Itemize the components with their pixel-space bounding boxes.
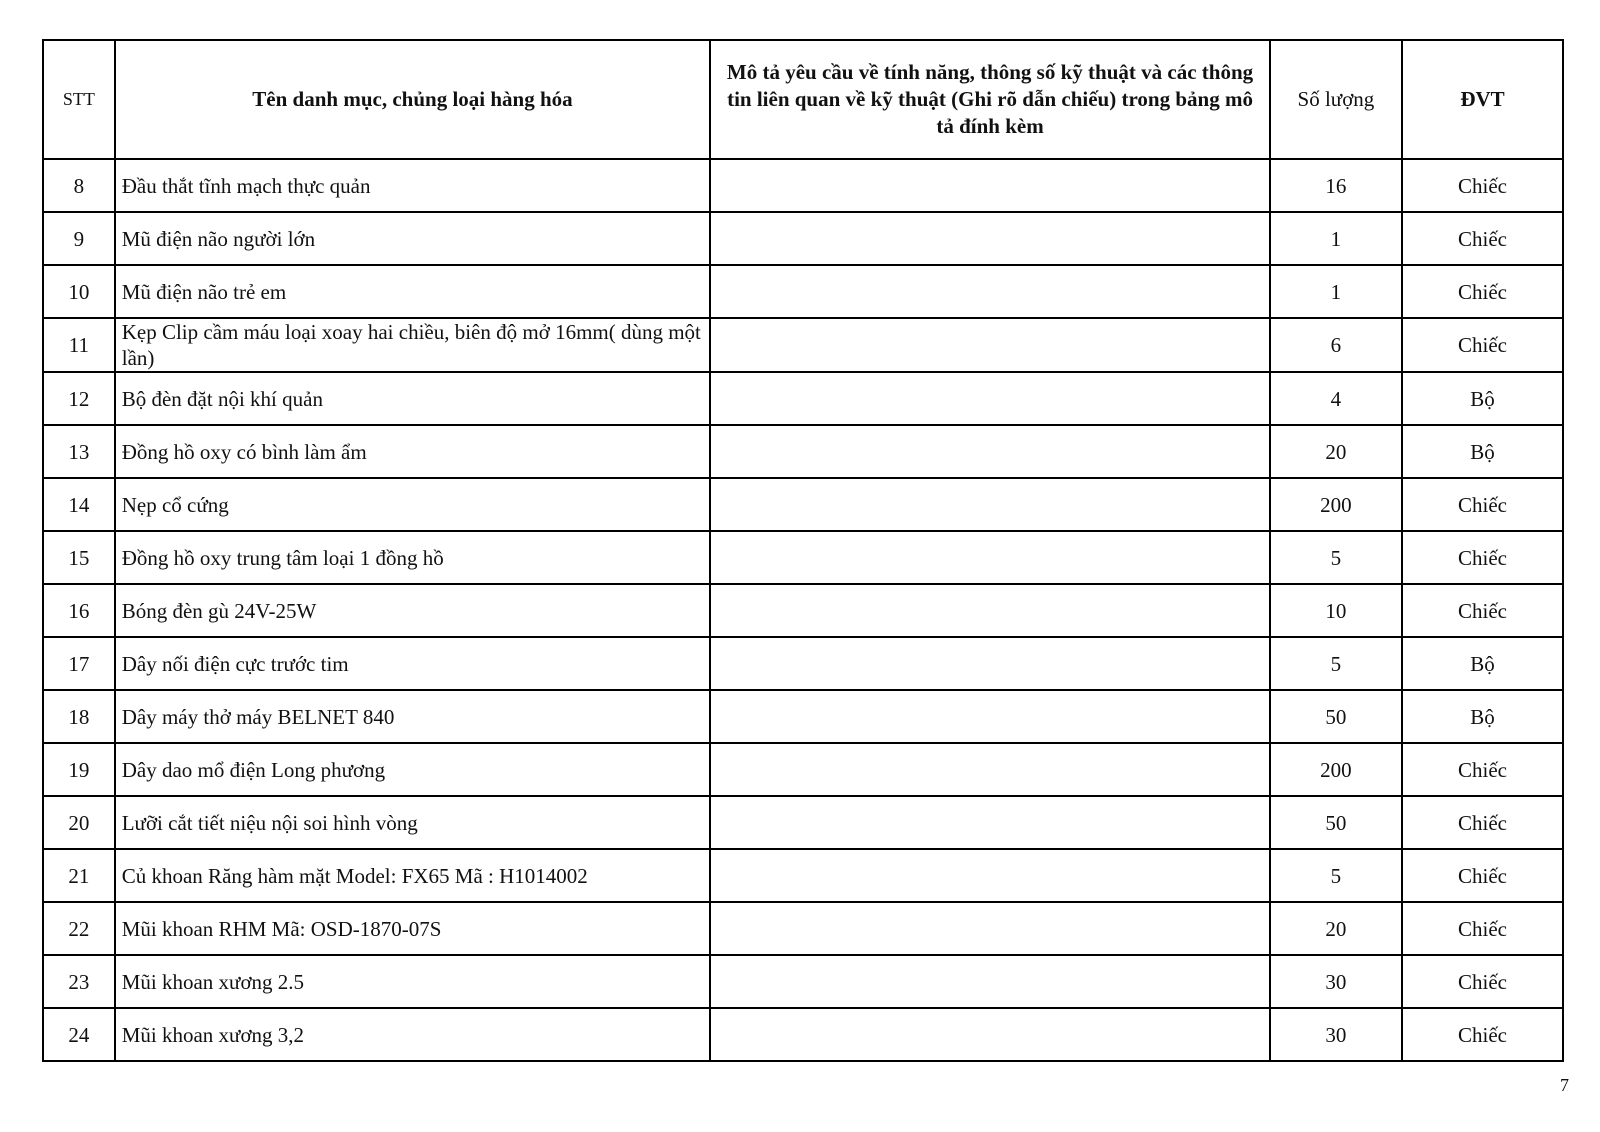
table-row [43, 372, 1563, 425]
row-name: Dây nối điện cực trước tim [115, 637, 710, 690]
row-description [710, 1008, 1270, 1061]
goods-table [42, 39, 1564, 1062]
row-unit: Chiếc [1402, 743, 1563, 796]
row-quantity: 16 [1270, 159, 1402, 212]
row-stt: 24 [43, 1008, 115, 1061]
row-quantity: 4 [1270, 372, 1402, 425]
table-header-row [43, 40, 1563, 159]
row-quantity: 50 [1270, 796, 1402, 849]
row-unit: Chiếc [1402, 265, 1563, 318]
row-stt: 18 [43, 690, 115, 743]
row-stt: 14 [43, 478, 115, 531]
row-quantity: 5 [1270, 531, 1402, 584]
row-description [710, 902, 1270, 955]
row-description [710, 584, 1270, 637]
row-stt: 13 [43, 425, 115, 478]
table-row [43, 265, 1563, 318]
row-quantity: 30 [1270, 955, 1402, 1008]
header-name: Tên danh mục, chủng loại hàng hóa [115, 40, 710, 159]
row-description [710, 743, 1270, 796]
row-description [710, 637, 1270, 690]
row-unit: Bộ [1402, 637, 1563, 690]
row-unit: Chiếc [1402, 318, 1563, 372]
row-description [710, 690, 1270, 743]
row-name: Lưỡi cắt tiết niệu nội soi hình vòng [115, 796, 710, 849]
row-stt: 10 [43, 265, 115, 318]
header-stt: STT [43, 40, 115, 159]
table-row [43, 637, 1563, 690]
row-unit: Chiếc [1402, 849, 1563, 902]
row-stt: 23 [43, 955, 115, 1008]
row-quantity: 200 [1270, 478, 1402, 531]
table-row [43, 796, 1563, 849]
row-name: Đầu thắt tĩnh mạch thực quản [115, 159, 710, 212]
table-body [43, 159, 1563, 1061]
row-quantity: 200 [1270, 743, 1402, 796]
row-description [710, 372, 1270, 425]
row-stt: 8 [43, 159, 115, 212]
row-description [710, 796, 1270, 849]
row-unit: Chiếc [1402, 1008, 1563, 1061]
row-name: Dây dao mổ điện Long phương [115, 743, 710, 796]
table-row [43, 690, 1563, 743]
row-description [710, 212, 1270, 265]
table-row [43, 531, 1563, 584]
row-stt: 17 [43, 637, 115, 690]
row-quantity: 5 [1270, 849, 1402, 902]
row-unit: Chiếc [1402, 478, 1563, 531]
row-quantity: 10 [1270, 584, 1402, 637]
row-name: Đồng hồ oxy trung tâm loại 1 đồng hồ [115, 531, 710, 584]
row-quantity: 1 [1270, 265, 1402, 318]
row-name: Mũi khoan xương 3,2 [115, 1008, 710, 1061]
table-row [43, 212, 1563, 265]
row-description [710, 849, 1270, 902]
row-name: Bóng đèn gù 24V-25W [115, 584, 710, 637]
row-name: Bộ đèn đặt nội khí quản [115, 372, 710, 425]
row-unit: Chiếc [1402, 902, 1563, 955]
table-row [43, 159, 1563, 212]
row-unit: Chiếc [1402, 584, 1563, 637]
row-quantity: 20 [1270, 425, 1402, 478]
table-row [43, 478, 1563, 531]
row-stt: 22 [43, 902, 115, 955]
row-description [710, 318, 1270, 372]
row-name: Mũ điện não trẻ em [115, 265, 710, 318]
row-stt: 21 [43, 849, 115, 902]
row-quantity: 1 [1270, 212, 1402, 265]
row-quantity: 5 [1270, 637, 1402, 690]
row-description [710, 531, 1270, 584]
row-stt: 15 [43, 531, 115, 584]
page-number: 7 [1560, 1075, 1569, 1095]
row-description [710, 955, 1270, 1008]
table-row [43, 318, 1563, 372]
table-row [43, 955, 1563, 1008]
row-name: Mũi khoan RHM Mã: OSD-1870-07S [115, 902, 710, 955]
row-name: Mũi khoan xương 2.5 [115, 955, 710, 1008]
row-name: Nẹp cổ cứng [115, 478, 710, 531]
row-unit: Chiếc [1402, 955, 1563, 1008]
row-unit: Chiếc [1402, 531, 1563, 584]
row-stt: 11 [43, 318, 115, 372]
header-quantity: Số lượng [1270, 40, 1402, 159]
row-unit: Bộ [1402, 690, 1563, 743]
row-name: Đồng hồ oxy có bình làm ẩm [115, 425, 710, 478]
table-row [43, 1008, 1563, 1061]
header-unit: ĐVT [1402, 40, 1563, 159]
table-row [43, 425, 1563, 478]
row-stt: 20 [43, 796, 115, 849]
row-stt: 19 [43, 743, 115, 796]
row-quantity: 30 [1270, 1008, 1402, 1061]
row-name: Kẹp Clip cầm máu loại xoay hai chiều, biên độ mở 16mm( dùng một lần) [115, 318, 710, 372]
row-name: Củ khoan Răng hàm mặt Model: FX65 Mã : H1014002 [115, 849, 710, 902]
row-stt: 9 [43, 212, 115, 265]
row-description [710, 478, 1270, 531]
row-stt: 12 [43, 372, 115, 425]
row-quantity: 6 [1270, 318, 1402, 372]
header-description: Mô tả yêu cầu về tính năng, thông số kỹ thuật và các thông tin liên quan về kỹ thuật (Ghi rõ dẫn chiếu) trong bảng mô tả đính kèm [710, 40, 1270, 159]
table-row [43, 743, 1563, 796]
row-description [710, 159, 1270, 212]
row-unit: Bộ [1402, 372, 1563, 425]
row-unit: Chiếc [1402, 212, 1563, 265]
table-row [43, 849, 1563, 902]
row-description [710, 425, 1270, 478]
row-unit: Chiếc [1402, 159, 1563, 212]
row-stt: 16 [43, 584, 115, 637]
row-quantity: 20 [1270, 902, 1402, 955]
table-row [43, 902, 1563, 955]
row-name: Mũ điện não người lớn [115, 212, 710, 265]
row-quantity: 50 [1270, 690, 1402, 743]
table-row [43, 584, 1563, 637]
row-unit: Bộ [1402, 425, 1563, 478]
row-name: Dây máy thở máy BELNET 840 [115, 690, 710, 743]
row-unit: Chiếc [1402, 796, 1563, 849]
row-description [710, 265, 1270, 318]
